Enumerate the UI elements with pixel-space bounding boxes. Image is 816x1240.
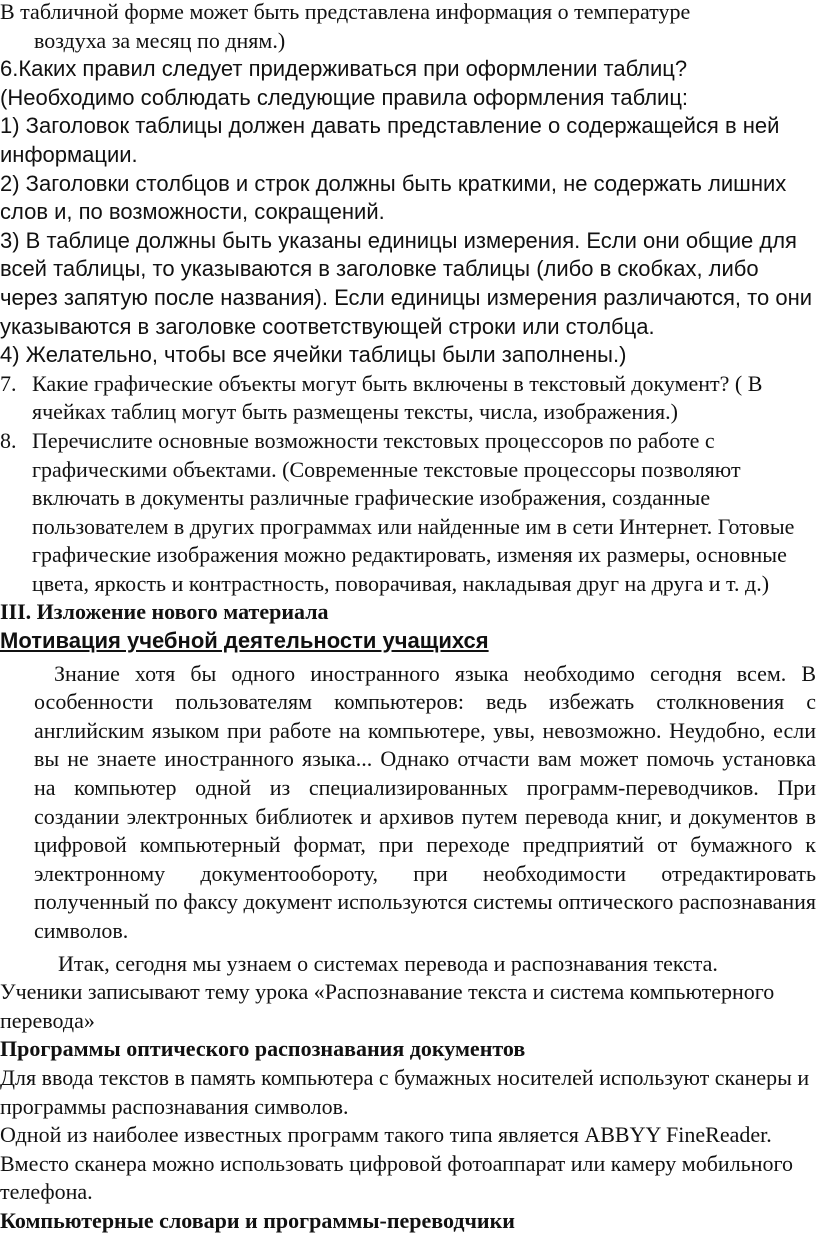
- rule-item: 4) Желательно, чтобы все ячейки таблицы были заполнены.): [0, 342, 627, 368]
- question-text: Перечислите основные возможности текстовых процессоров по работе с графическими объектами. (Современные текстовые процессоры позволяют включать в документы различные графические изображения, созданные пользователем в других программах или найденные им в сети Интернет. Готовые графические изображения можно редактировать, изменяя их размеры, основные цвета, яркость и контрастность, поворачивая, накладывая друг на друга и т. д.): [32, 427, 795, 596]
- dictionaries-section-title: Компьютерные словари и программы-переводчики: [0, 1207, 515, 1233]
- ocr-paragraph-1: Для ввода текстов в память компьютера с бумажных носителей используют сканеры и программы распознавания символов.: [0, 1064, 810, 1119]
- question-number: 7.: [0, 370, 17, 396]
- question-number: 8.: [0, 427, 17, 453]
- rule-item: 1) Заголовок таблицы должен давать представление о содержащейся в ней информации.: [0, 113, 780, 167]
- rule-item: 3) В таблице должны быть указаны единицы измерения. Если они общие для всей таблицы, то указываются в заголовке таблицы (либо в скобках, либо через запятую после названия). Если единицы измерения различаются, то они указываются в заголовке соответствующей строки или столбца.: [0, 227, 813, 339]
- today-topic-paragraph: Итак, сегодня мы узнаем о системах перевода и распознавания текста.: [58, 950, 718, 976]
- questions-list: [0, 370, 816, 599]
- section-title: III. Изложение нового материала: [0, 599, 329, 625]
- ocr-section-title: Программы оптического распознавания документов: [0, 1036, 526, 1062]
- section-subtitle: Мотивация учебной деятельности учащихся: [0, 628, 489, 654]
- intro-line-1: В табличной форме может быть представлена информация о температуре: [0, 0, 691, 24]
- question-6: 6.Каких правил следует придерживаться при оформлении таблиц?(Необходимо соблюдать следующие правила оформления таблиц:: [0, 56, 689, 110]
- motivation-text: Знание хотя бы одного иностранного языка необходимо сегодня всем. В особенности пользователям компьютеров: ведь избежать столкновения с английским языком при работе на компьютере, увы, невозможно. Неудобно, если вы не знаете иностранного языка... Однако отчасти вам может помочь установка на компьютер одной из специализированных программ-переводчиков. При создании электронных библиотек и архивов путем перевода книг, и документов в цифровой компьютерный формат, при переходе предприятий от бумажного к электронному документообороту, при необходимости отредактировать полученный по факсу документ используются системы оптического распознавания символов.: [34, 660, 816, 943]
- list-item: [0, 370, 816, 427]
- rule-item: 2) Заголовки столбцов и строк должны быть краткими, не содержать лишних слов и, по возможности, сокращений.: [0, 170, 787, 225]
- list-item: [0, 427, 816, 599]
- lesson-topic-paragraph: Ученики записывают тему урока «Распознавание текста и система компьютерного перевода»: [0, 979, 775, 1033]
- ocr-paragraph-2: Одной из наиболее известных программ такого типа является ABBYY FineReader. Вместо сканера можно использовать цифровой фотоаппарат или камеру мобильного телефона.: [0, 1122, 793, 1205]
- motivation-paragraph: [0, 660, 816, 946]
- intro-line-2: воздуха за месяц по дням.): [34, 27, 286, 53]
- question-text: Какие графические объекты могут быть включены в текстовый документ? ( В ячейках таблиц могут быть размещены тексты, числа, изображения.): [32, 370, 763, 425]
- table-rules-list: [0, 112, 816, 369]
